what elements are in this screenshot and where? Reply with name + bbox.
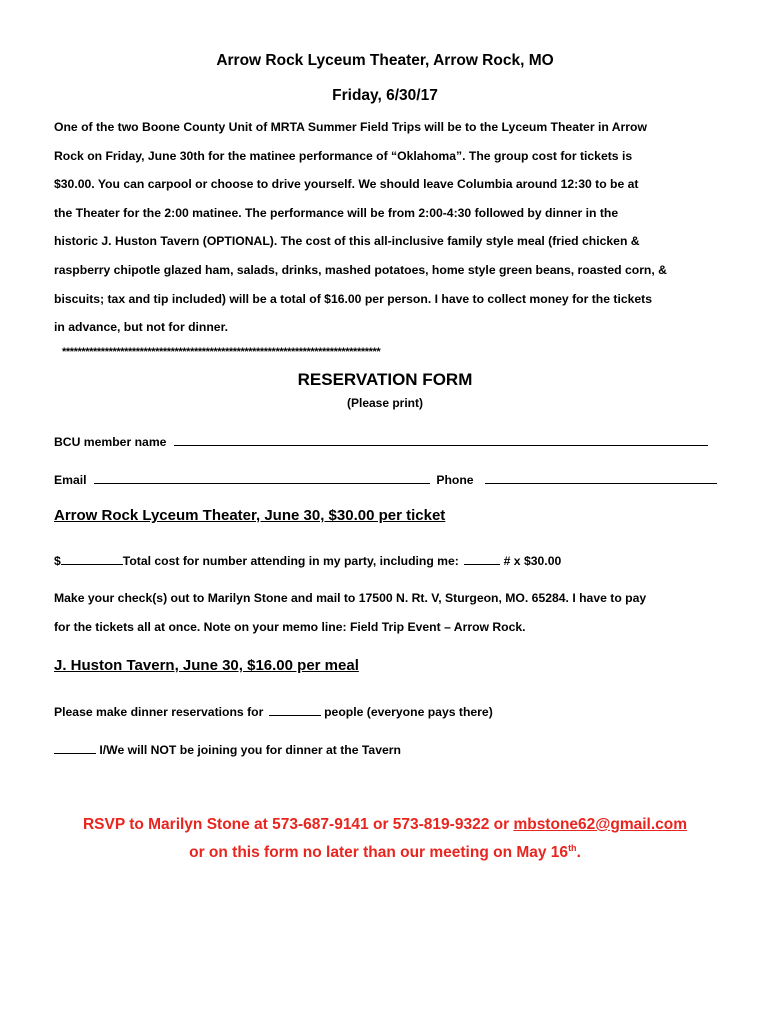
not-joining-text: I/We will NOT be joining you for dinner at the Tavern [99,743,401,757]
email-field[interactable] [94,470,430,484]
mailing-instructions [54,584,716,641]
cost-suffix: # x $30.00 [503,554,562,568]
rsvp-deadline-text: or on this form no later than our meeting on May 16 [189,844,569,862]
email-label: Email [54,473,87,487]
rsvp-line-2 [0,843,770,862]
mailing-line: Make your check(s) out to Marilyn Stone and mail to 17500 N. Rt. V, Sturgeon, MO. 65284. I have to pay [54,591,647,605]
event-date: Friday, 6/30/17 [332,87,438,104]
dinner-count-field[interactable] [269,702,321,716]
tavern-heading: J. Huston Tavern, June 30, $16.00 per meal [54,657,359,674]
attendee-count-field[interactable] [464,551,500,565]
cost-text: Total cost for number attending in my party, including me: [122,554,459,568]
phone-label: Phone [436,473,474,487]
form-title: RESERVATION FORM [297,370,473,389]
ticket-cost-row [54,551,561,568]
mailing-line: for the tickets all at once. Note on your memo line: Field Trip Event – Arrow Rock. [54,619,526,634]
separator-line: ********************************************************************************** [62,346,381,358]
rsvp-line-1 [0,816,770,834]
rsvp-ordinal-suffix: th [568,843,577,853]
dinner-suffix: people (everyone pays there) [324,705,493,719]
document-title: Arrow Rock Lyceum Theater, Arrow Rock, MO [216,52,554,69]
rsvp-period: . [576,844,581,862]
not-joining-field[interactable] [54,740,96,754]
intro-line: the Theater for the 2:00 matinee. The performance will be from 2:00-4:30 followed by dinner in the [54,205,619,220]
dinner-prefix: Please make dinner reservations for [54,705,264,719]
dinner-reservation-row [54,702,493,719]
intro-line: $30.00. You can carpool or choose to drive yourself. We should leave Columbia around 12:30 to be at [54,177,639,192]
intro-line: historic J. Huston Tavern (OPTIONAL). The cost of this all-inclusive family style meal (fried chicken & [54,234,640,249]
intro-paragraph [54,113,716,342]
cost-prefix: $ [54,554,61,568]
intro-line: raspberry chipotle glazed ham, salads, drinks, mashed potatoes, home style green beans, roasted corn, & [54,262,667,277]
rsvp-contact-text: RSVP to Marilyn Stone at 573-687-9141 or 573-819-9322 or [82,816,514,833]
member-name-label: BCU member name [54,435,167,449]
email-phone-row [54,470,717,487]
intro-line: in advance, but not for dinner. [54,320,229,335]
rsvp-email-link[interactable]: mbstone62@gmail.com [513,816,688,833]
not-joining-row [54,740,401,757]
intro-line: One of the two Boone County Unit of MRTA Summer Field Trips will be to the Lyceum Theater in Arrow [54,120,647,134]
total-cost-field[interactable] [61,551,123,565]
member-name-field[interactable] [174,432,708,446]
form-subtitle: (Please print) [346,396,424,410]
member-name-row [54,432,708,449]
intro-line: Rock on Friday, June 30th for the matinee performance of “Oklahoma”. The group cost for tickets is [54,148,633,163]
phone-field[interactable] [485,470,717,484]
intro-line: biscuits; tax and tip included) will be a total of $16.00 per person. I have to collect money for the tickets [54,291,653,306]
theater-heading: Arrow Rock Lyceum Theater, June 30, $30.00 per ticket [54,507,446,524]
